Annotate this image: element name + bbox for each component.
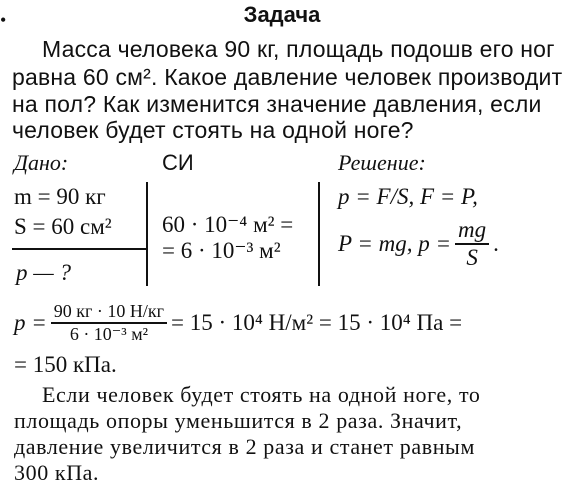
fraction-numerator: mg (455, 218, 489, 245)
answer-line-1: Если человек будет стоять на одной ноге, то (42, 382, 481, 407)
calc-result: = 15 · 10⁴ Н/м² = 15 · 10⁴ Па = (171, 309, 463, 335)
si-conversion-line-1: 60 · 10⁻⁴ м² = (162, 212, 294, 237)
page-title: Задача (243, 2, 321, 27)
margin-dot: • (0, 10, 7, 30)
answer-line-2: площадь опоры уменьшится в 2 раза. Значит, (14, 408, 463, 433)
calc-fraction-numerator: 90 кг · 10 Н/кг (51, 302, 167, 324)
problem-line-4: человек будет стоять на одной ноге? (12, 117, 414, 143)
given-divider (12, 248, 146, 250)
solution-formula-2 (338, 218, 499, 270)
problem-line-3: на пол? Как изменится значение давления, если (12, 91, 542, 117)
mg-over-S-fraction (455, 218, 489, 270)
solution-formula-2-left: P = mg, p = (338, 231, 452, 257)
fraction-denominator: S (466, 245, 478, 271)
problem-line-1: Масса человека 90 кг, площадь подошв его ног (42, 36, 555, 62)
vertical-divider-left (146, 182, 148, 286)
find-pressure: p — ? (16, 260, 71, 285)
calc-fraction (51, 302, 167, 344)
si-header: СИ (162, 150, 194, 175)
si-conversion-line-2: = 6 · 10⁻³ м² (162, 238, 281, 263)
calculation-line-2: = 150 кПа. (14, 352, 117, 377)
given-area: S = 60 см² (14, 214, 112, 239)
answer-line-3: давление увеличится в 2 раза и станет равным (14, 434, 475, 459)
answer-line-4: 300 кПа. (14, 460, 100, 485)
given-header: Дано: (14, 150, 69, 175)
calc-p-equals: p = (14, 309, 47, 335)
solution-header: Решение: (338, 150, 426, 175)
calculation-line-1 (14, 302, 462, 344)
problem-line-2: равна 60 см². Какое давление человек производит (12, 64, 563, 90)
given-mass: m = 90 кг (14, 184, 106, 209)
solution-formula-1: p = F/S, F = P, (338, 184, 478, 209)
vertical-divider-right (318, 182, 320, 286)
calc-fraction-denominator: 6 · 10⁻³ м² (69, 323, 148, 344)
solution-formula-2-end: . (493, 231, 499, 257)
